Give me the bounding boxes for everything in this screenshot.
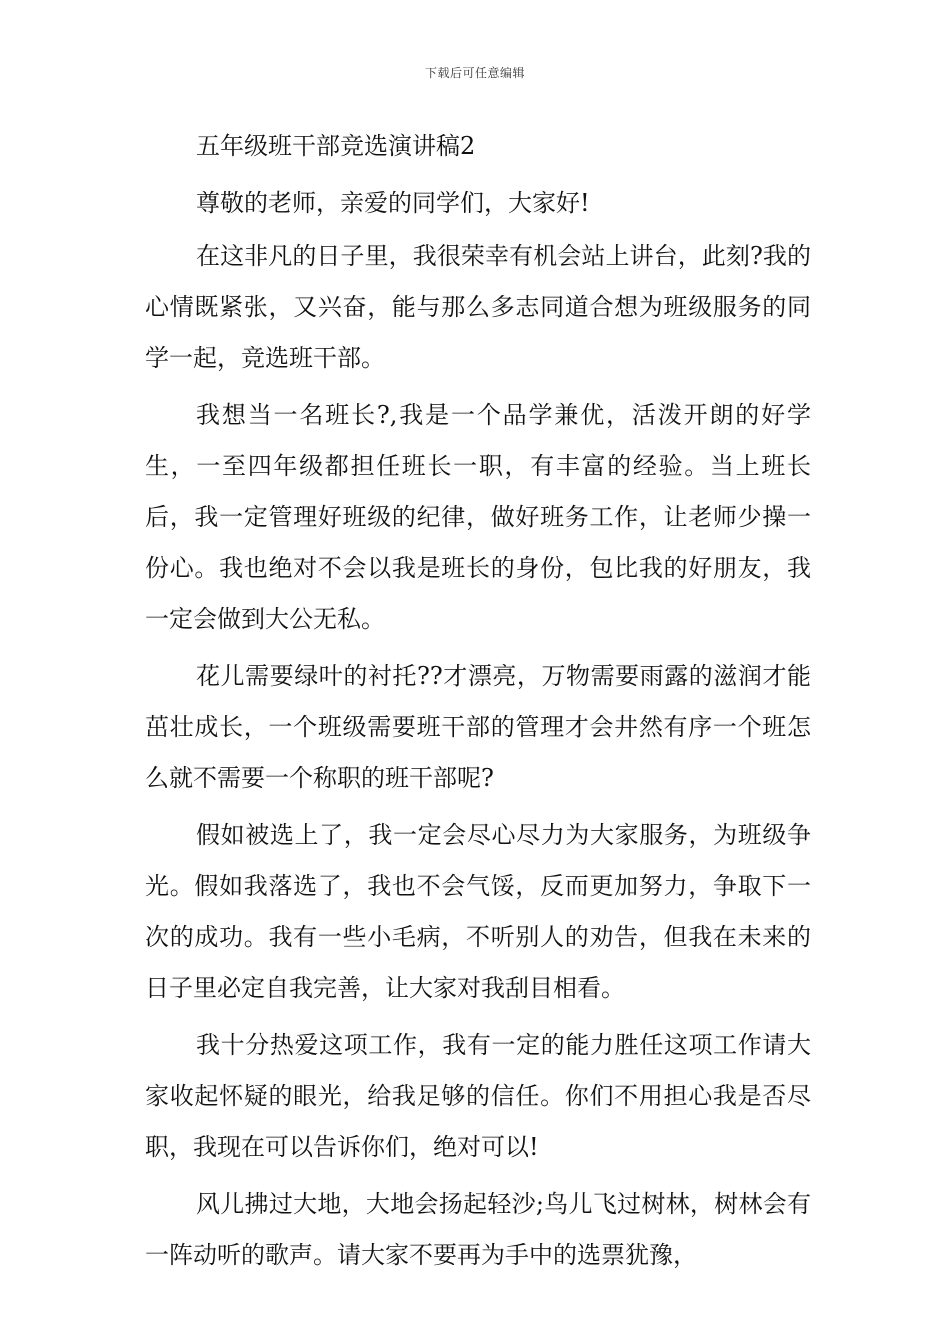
paragraph: 我十分热爱这项工作，我有一定的能力胜任这项工作请大家收起怀疑的眼光，给我足够的信任。你们不用担心我是否尽职，我现在可以告诉你们，绝对可以! [145,1031,811,1161]
paragraph-greeting: 尊敬的老师，亲爱的同学们，大家好! [196,189,590,217]
paragraph: 我想当一名班长?,我是一个品学兼优，活泼开朗的好学生，一至四年级都担任班长一职，有丰富的经验。当上班长后，我一定管理好班级的纪律，做好班务工作，让老师少操一份心。我也绝对不会以我是班长的身份，包比我的好朋友，我一定会做到大公无私。 [145,401,811,633]
paragraph: 风儿拂过大地，大地会扬起轻沙;鸟儿飞过树林，树林会有一阵动听的歌声。请大家不要再为手中的选票犹豫， [145,1190,811,1269]
paragraph: 在这非凡的日子里，我很荣幸有机会站上讲台，此刻?我的心情既紧张，又兴奋，能与那么多志同道合想为班级服务的同学一起，竞选班干部。 [145,242,811,372]
document-title: 五年级班干部竞选演讲稿2 [196,132,476,160]
page-header-note: 下载后可任意编辑 [424,66,525,80]
paragraph: 花儿需要绿叶的衬托??才漂亮，万物需要雨露的滋润才能茁壮成长，一个班级需要班干部的管理才会井然有序一个班怎么就不需要一个称职的班干部呢? [145,662,811,792]
document-body [145,128,811,1287]
paragraph: 假如被选上了，我一定会尽心尽力为大家服务，为班级争光。假如我落选了，我也不会气馁，反而更加努力，争取下一次的成功。我有一些小毛病，不听别人的劝告，但我在未来的日子里必定自我完善，让大家对我刮目相看。 [145,821,811,1002]
